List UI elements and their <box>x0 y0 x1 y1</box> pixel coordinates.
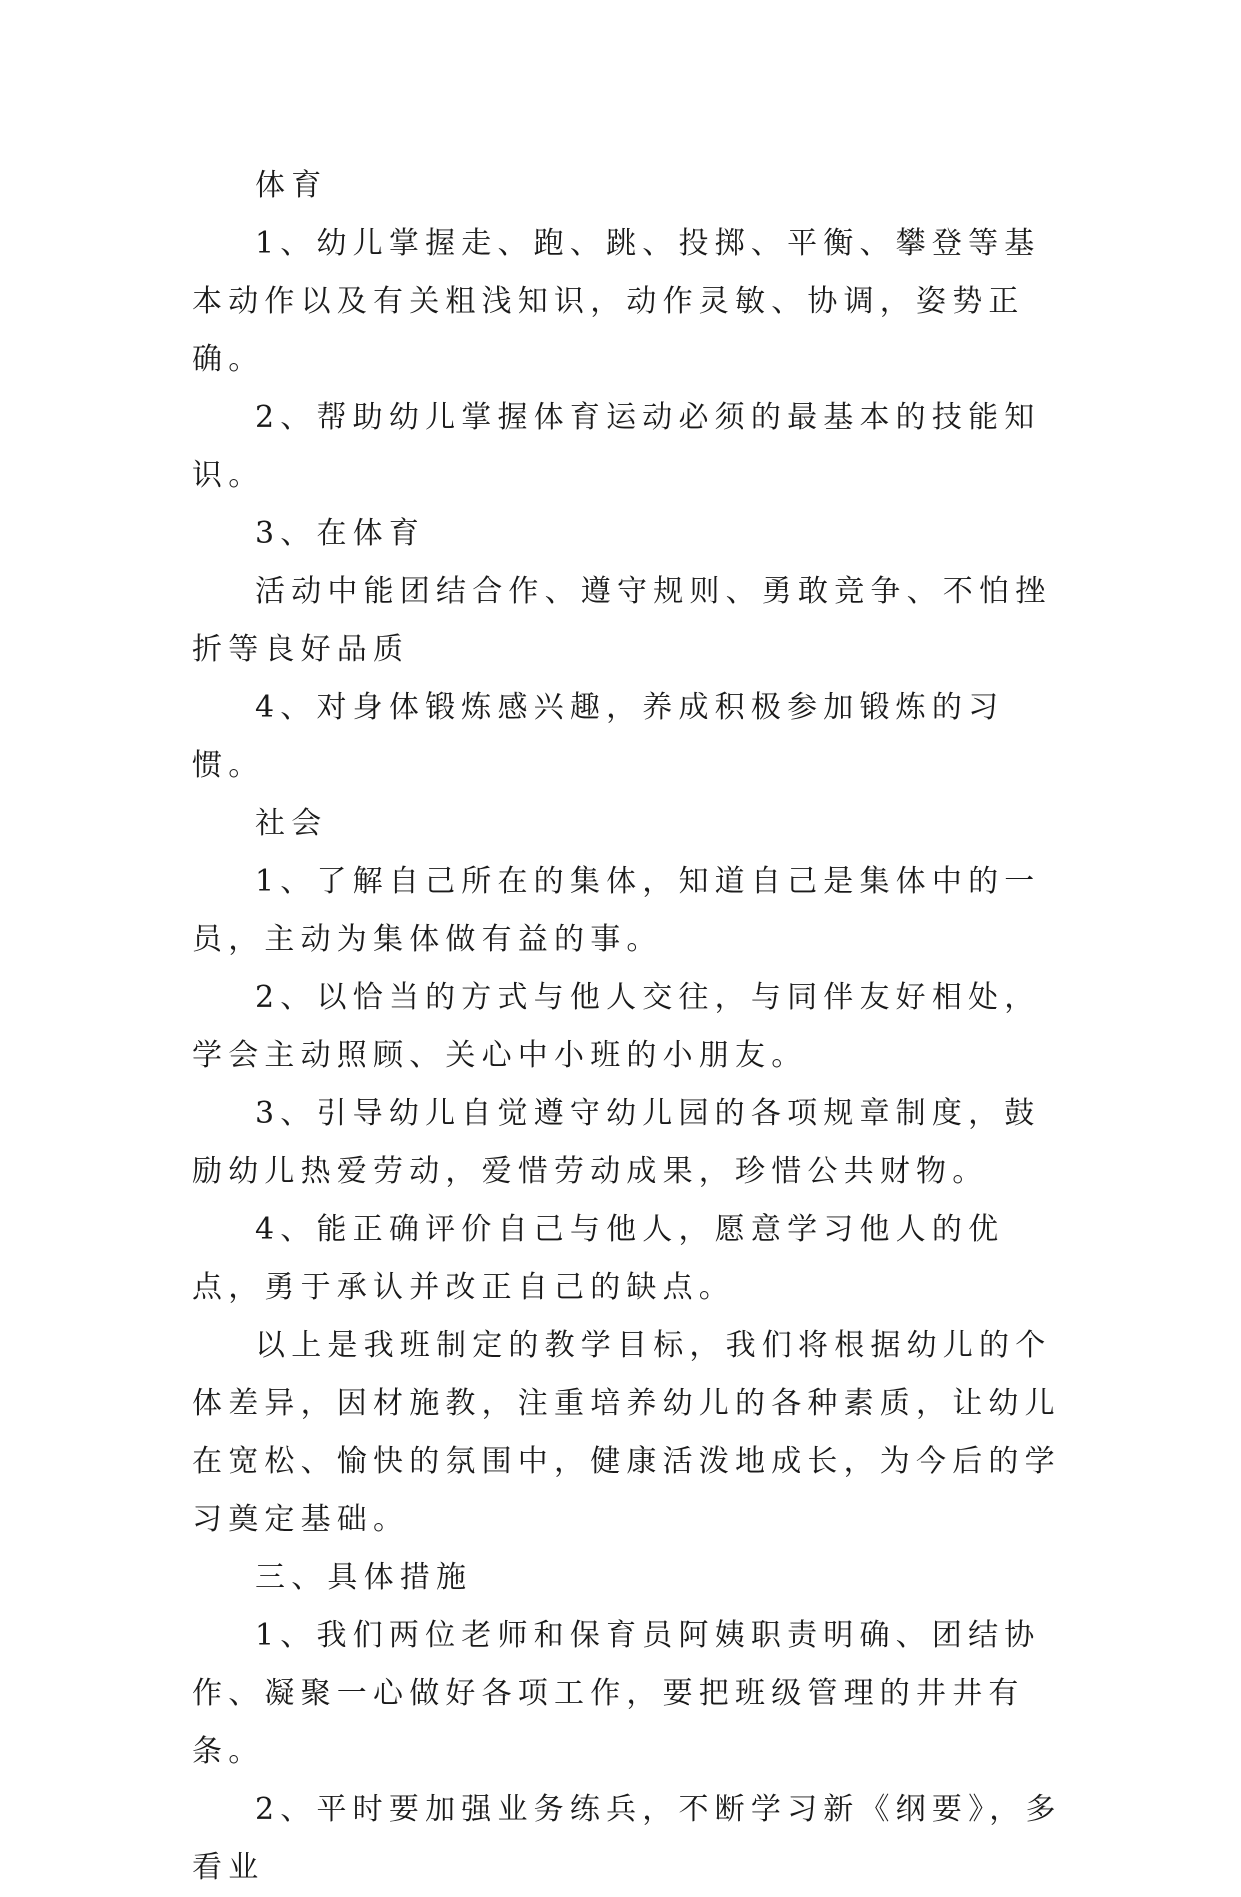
summary-paragraph: 以上是我班制定的教学目标，我们将根据幼儿的个体差异，因材施教，注重培养幼儿的各种素质，让幼儿在宽松、愉快的氛围中，健康活泼地成长，为今后的学习奠定基础。 <box>192 1328 1061 1537</box>
social-item-3: 3、引导幼儿自觉遵守幼儿园的各项规章制度，鼓励幼儿热爱劳动，爱惜劳动成果，珍惜公共财物。 <box>192 1096 1041 1189</box>
heading-pe: 体育 <box>255 168 328 203</box>
pe-item-2: 2、帮助幼儿掌握体育运动必须的最基本的技能知识。 <box>192 400 1041 493</box>
measures-item-2: 2、平时要加强业务练兵，不断学习新《纲要》，多看业 <box>192 1792 1062 1885</box>
pe-item-3-continued: 活动中能团结合作、遵守规则、勇敢竞争、不怕挫折等良好品质 <box>192 574 1052 667</box>
social-item-2: 2、以恰当的方式与他人交往，与同伴友好相处，学会主动照顾、关心中小班的小朋友。 <box>192 980 1041 1073</box>
pe-item-3: 3、在体育 <box>255 516 426 551</box>
heading-measures: 三、具体措施 <box>255 1560 473 1595</box>
document-body <box>192 157 1072 1897</box>
heading-social: 社会 <box>255 806 328 841</box>
social-item-4: 4、能正确评价自己与他人，愿意学习他人的优点，勇于承认并改正自己的缺点。 <box>192 1212 1005 1305</box>
pe-item-4: 4、对身体锻炼感兴趣，养成积极参加锻炼的习惯。 <box>192 690 1005 783</box>
measures-item-1: 1、我们两位老师和保育员阿姨职责明确、团结协作、凝聚一心做好各项工作，要把班级管理的井井有条。 <box>192 1618 1041 1769</box>
social-item-1: 1、了解自己所在的集体，知道自己是集体中的一员，主动为集体做有益的事。 <box>192 864 1041 957</box>
pe-item-1: 1、幼儿掌握走、跑、跳、投掷、平衡、攀登等基本动作以及有关粗浅知识，动作灵敏、协调，姿势正确。 <box>192 226 1041 377</box>
